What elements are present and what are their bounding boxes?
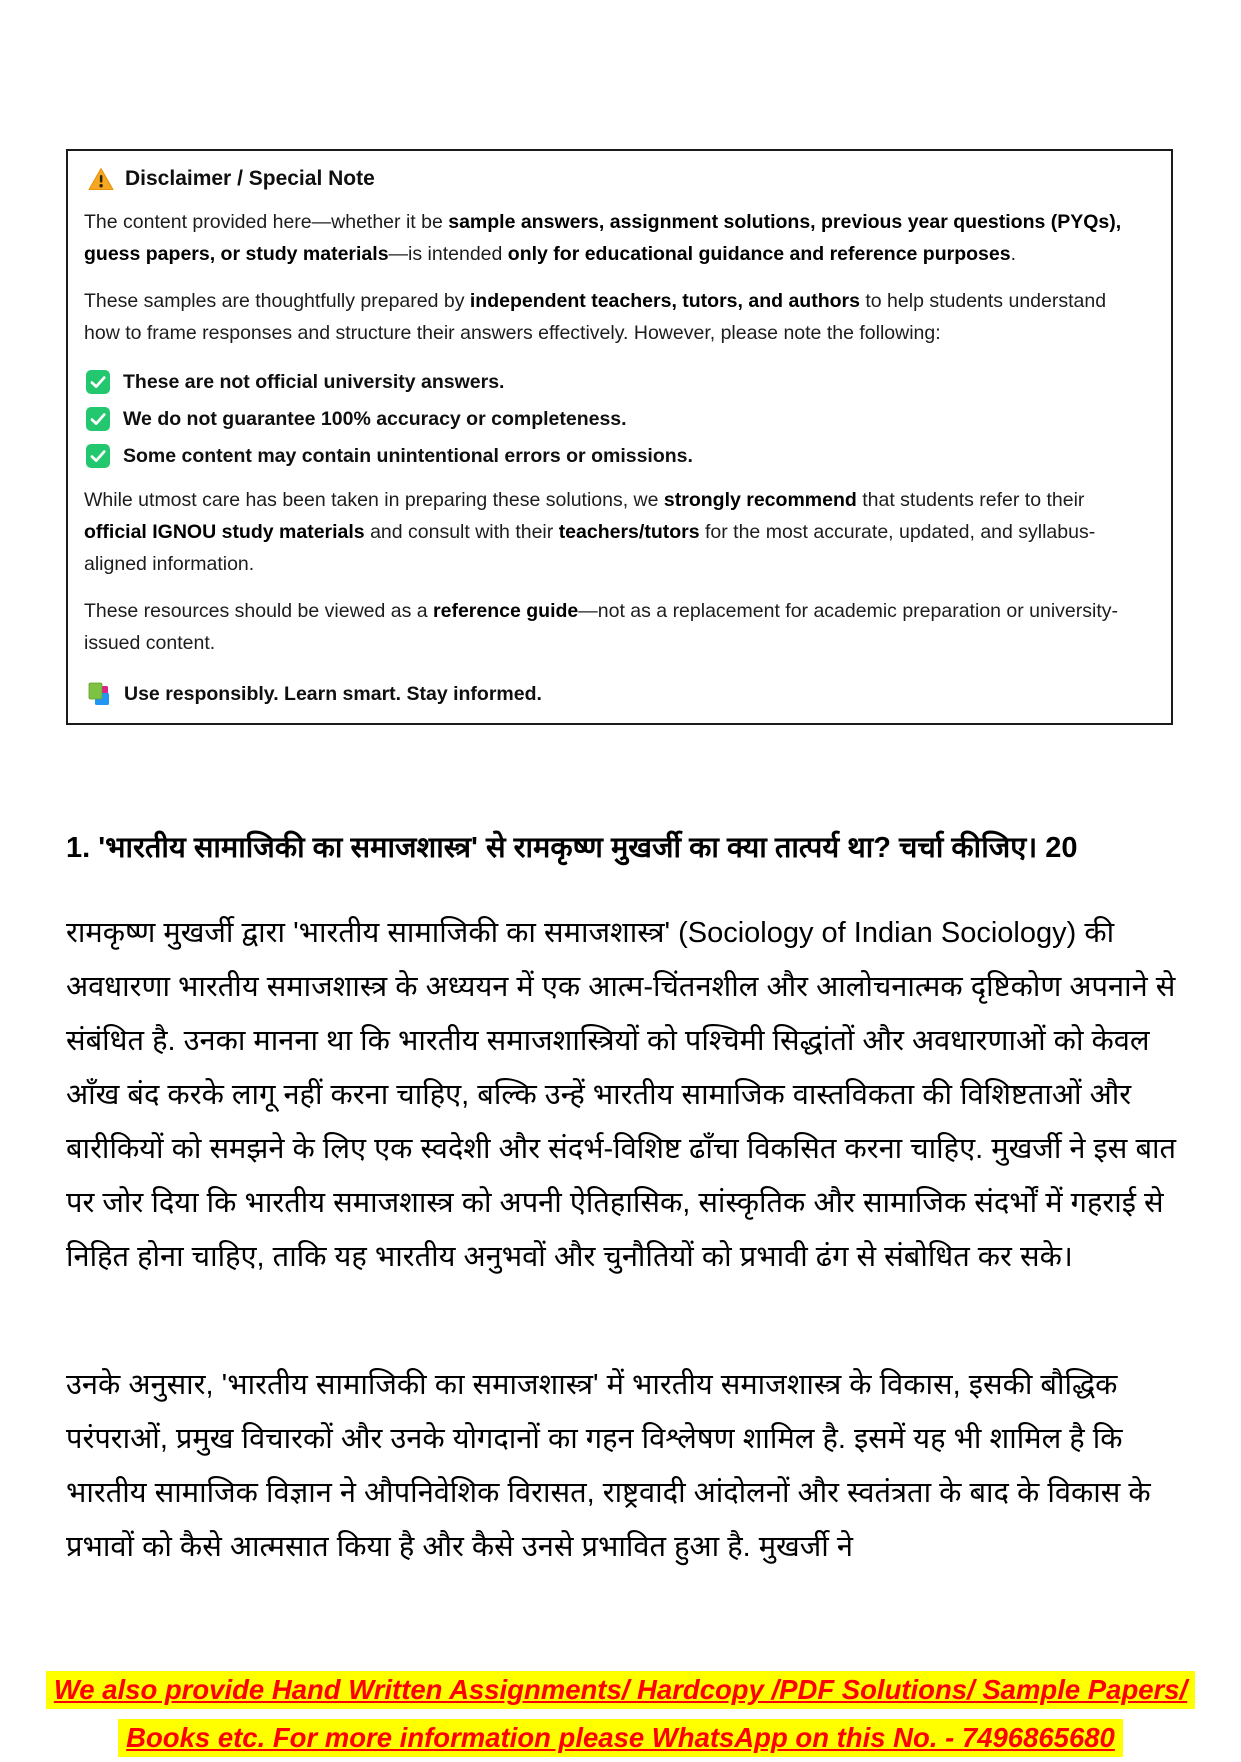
checklist-item-label: We do not guarantee 100% accuracy or completeness. [123, 408, 627, 430]
disclaimer-checklist [84, 369, 1145, 469]
disclaimer-paragraph-1: The content provided here—whether it be sample answers, assignment solutions, previous year questions (PYQs), guess papers, or study materials—is intended only for educational guidance and reference purposes. [84, 211, 1122, 265]
checklist-item [86, 369, 1145, 395]
disclaimer-title-row [88, 167, 1145, 191]
checklist-item-label: Some content may contain unintentional errors or omissions. [123, 445, 693, 467]
promo-line-1: We also provide Hand Written Assignments/ Hardcopy /PDF Solutions/ Sample Papers/ [46, 1671, 1195, 1709]
warning-icon [88, 167, 114, 191]
check-icon [86, 444, 110, 468]
checklist-item [86, 443, 1145, 469]
disclaimer-footer-row [86, 681, 1145, 707]
answer-paragraph-1: रामकृष्ण मुखर्जी द्वारा 'भारतीय सामाजिकी का समाजशास्त्र' (Sociology of Indian Sociology) की अवधारणा भारतीय समाजशास्त्र के अध्ययन में एक आत्म-चिंतनशील और आलोचनात्मक दृष्टिकोण अपनाने से संबंधित है. उनका मानना था कि भारतीय समाजशास्त्रियों को पश्चिमी सिद्धांतों और अवधारणाओं को केवल आँख बंद करके लागू नहीं करना चाहिए, बल्कि उन्हें भारतीय सामाजिक वास्तविकता की विशिष्टताओं और बारीकियों को समझने के लिए एक स्वदेशी और संदर्भ-विशिष्ट ढाँचा विकसित करना चाहिए. मुखर्जी ने इस बात पर जोर दिया कि भारतीय समाजशास्त्र को अपनी ऐतिहासिक, सांस्कृतिक और सामाजिक संदर्भों में गहराई से निहित होना चाहिए, ताकि यह भारतीय अनुभवों और चुनौतियों को प्रभावी ढंग से संबोधित कर सके। [66, 917, 1177, 1273]
disclaimer-paragraph-3: While utmost care has been taken in preparing these solutions, we strongly recommend that students refer to their official IGNOU study materials and consult with their teachers/tutors for the most accurate, updated, and syllabus-aligned information. [84, 489, 1096, 575]
check-icon [86, 407, 110, 431]
disclaimer-footer-text: Use responsibly. Learn smart. Stay informed. [124, 682, 542, 705]
checklist-item [86, 406, 1145, 432]
books-icon [86, 681, 112, 707]
answer-paragraph-2: उनके अनुसार, 'भारतीय सामाजिकी का समाजशास्त्र' में भारतीय समाजशास्त्र के विकास, इसकी बौद्धिक परंपराओं, प्रमुख विचारकों और उनके योगदानों का गहन विश्लेषण शामिल है. इसमें यह भी शामिल है कि भारतीय सामाजिक विज्ञान ने औपनिवेशिक विरासत, राष्ट्रवादी आंदोलनों और स्वतंत्रता के बाद के विकास के प्रभावों को कैसे आत्मसात किया है और कैसे उनसे प्रभावित हुआ है. मुखर्जी ने [66, 1369, 1151, 1563]
checklist-item-label: These are not official university answers. [123, 371, 505, 393]
check-icon [86, 370, 110, 394]
disclaimer-box [66, 149, 1173, 725]
promo-line-2: Books etc. For more information please WhatsApp on this No. - 7496865680 [118, 1719, 1123, 1757]
disclaimer-paragraph-2: These samples are thoughtfully prepared by independent teachers, tutors, and authors to help students understand how to frame responses and structure their answers effectively. However, please note the following: [84, 290, 1107, 344]
promo-banner [40, 1666, 1201, 1762]
question-heading: 1. 'भारतीय सामाजिकी का समाजशास्त्र' से रामकृष्ण मुखर्जी का क्या तात्पर्य था? चर्चा कीजिए। 20 [66, 832, 1078, 864]
disclaimer-title: Disclaimer / Special Note [125, 167, 375, 190]
disclaimer-paragraph-4: These resources should be viewed as a reference guide—not as a replacement for academic preparation or university-issued content. [84, 600, 1119, 654]
